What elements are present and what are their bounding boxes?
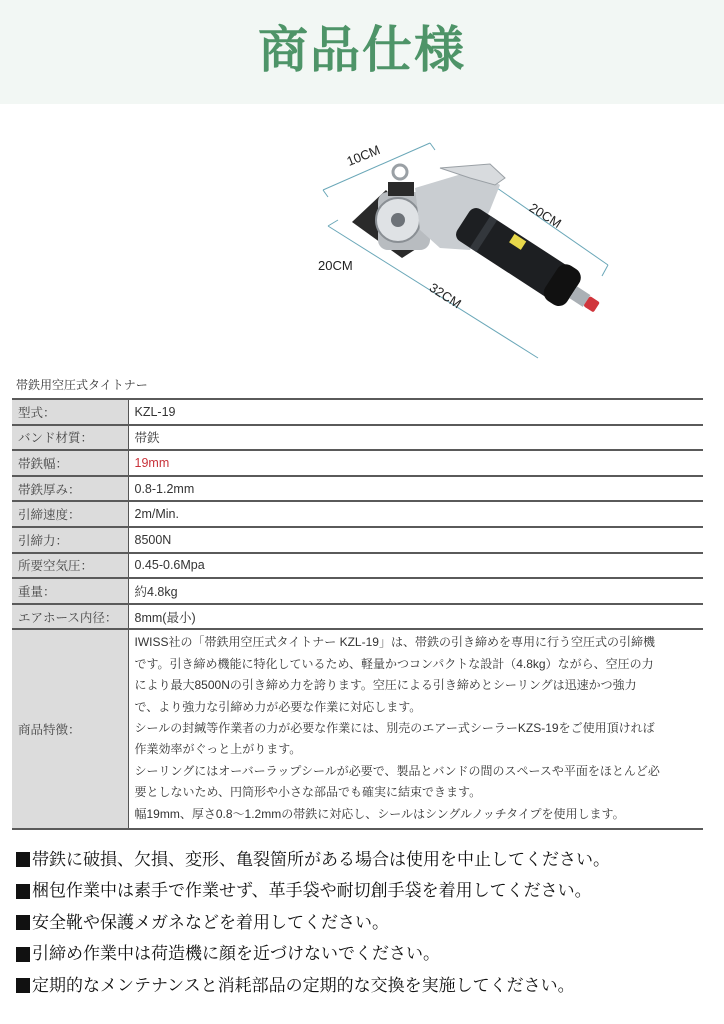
safety-note-text: 梱包作業中は素手で作業せず、革手袋や耐切創手袋を着用してください。 [32, 881, 592, 902]
safety-note [16, 876, 716, 908]
spec-label: 重量： [12, 578, 128, 604]
spec-value: 2m/Min. [128, 501, 703, 527]
safety-note [16, 970, 716, 1002]
square-bullet-icon [16, 978, 30, 993]
spec-value: 8500N [128, 527, 703, 553]
spec-label: 所要空気圧： [12, 553, 128, 579]
dimension-label-length: 32CM [426, 279, 464, 312]
spec-value: 約4.8kg [128, 578, 703, 604]
square-bullet-icon [16, 915, 30, 930]
spec-value: 0.45-0.6Mpa [128, 553, 703, 579]
dimension-label-top: 10CM [344, 142, 383, 169]
features-line: シーリングにはオーバーラップシールが必要で、製品とバンドの間のスペースや平面をほとんど必 [134, 763, 660, 778]
spec-value-highlighted: 19mm [128, 450, 703, 476]
table-row-features [12, 629, 703, 829]
features-line: です。引き締め機能に特化しているため、軽量かつコンパクトな設計（4.8kg）ながら、空圧の力 [134, 656, 654, 671]
product-image [290, 130, 640, 360]
spec-label: 引締速度： [12, 501, 128, 527]
features-line: 幅19mm、厚さ0.8〜1.2mmの帯鉄に対応し、シールはシングルノッチタイプを使用します。 [134, 806, 625, 821]
safety-notes [16, 844, 716, 1002]
table-row [12, 553, 703, 579]
spec-label: エアホース内径： [12, 604, 128, 630]
dimension-label-right: 20CM [526, 199, 565, 232]
square-bullet-icon [16, 884, 30, 899]
features-description [128, 629, 703, 829]
spec-label: 帯鉄幅： [12, 450, 128, 476]
safety-note [16, 907, 716, 939]
safety-note [16, 939, 716, 971]
safety-note-text: 帯鉄に破損、欠損、変形、亀裂箇所がある場合は使用を中止してください。 [32, 849, 610, 870]
pneumatic-tensioner-illustration [290, 130, 640, 360]
table-row [12, 399, 703, 425]
table-row [12, 501, 703, 527]
spec-label: 引締力： [12, 527, 128, 553]
spec-table [12, 398, 703, 830]
spec-label: 型式： [12, 399, 128, 425]
table-row [12, 450, 703, 476]
features-line: IWISS社の「帯鉄用空圧式タイトナー KZL-19」は、帯鉄の引き締めを専用に行う空圧式の引締機 [134, 635, 655, 650]
safety-note [16, 844, 716, 876]
square-bullet-icon [16, 852, 30, 867]
page-title: 商品仕様 [258, 21, 466, 79]
spec-value: 8mm(最小) [128, 604, 703, 630]
spec-value: 帯鉄 [128, 425, 703, 451]
features-line: で、より強力な引締め力が必要な作業に対応します。 [134, 699, 422, 714]
spec-label: バンド材質： [12, 425, 128, 451]
spec-label: 帯鉄厚み： [12, 476, 128, 502]
table-row [12, 604, 703, 630]
safety-note-text: 安全靴や保護メガネなどを着用してください。 [32, 912, 389, 933]
dimension-label-left: 20CM [318, 258, 353, 273]
table-row [12, 476, 703, 502]
square-bullet-icon [16, 947, 30, 962]
features-line: 要としないため、円筒形や小さな部品でも確実に結束できます。 [134, 785, 482, 800]
page-header [0, 0, 724, 104]
table-row [12, 425, 703, 451]
features-line: により最大8500Nの引き締め力を誇ります。空圧による引き締めとシーリングは迅速かつ強力 [134, 678, 637, 693]
features-line: シールの封緘等作業者の力が必要な作業には、別売のエアー式シーラーKZS-19をご使用頂ければ [134, 720, 655, 735]
table-row [12, 527, 703, 553]
features-line: 作業効率がぐっと上がります。 [134, 742, 302, 757]
spec-value: 0.8-1.2mm [128, 476, 703, 502]
spec-value: KZL-19 [128, 399, 703, 425]
table-row [12, 578, 703, 604]
spec-table-caption: 帯鉄用空圧式タイトナー [16, 378, 148, 392]
spec-label: 商品特徴： [12, 629, 128, 829]
safety-note-text: 定期的なメンテナンスと消耗部品の定期的な交換を実施してください。 [32, 975, 575, 996]
safety-note-text: 引締め作業中は荷造機に顔を近づけないでください。 [32, 944, 440, 965]
